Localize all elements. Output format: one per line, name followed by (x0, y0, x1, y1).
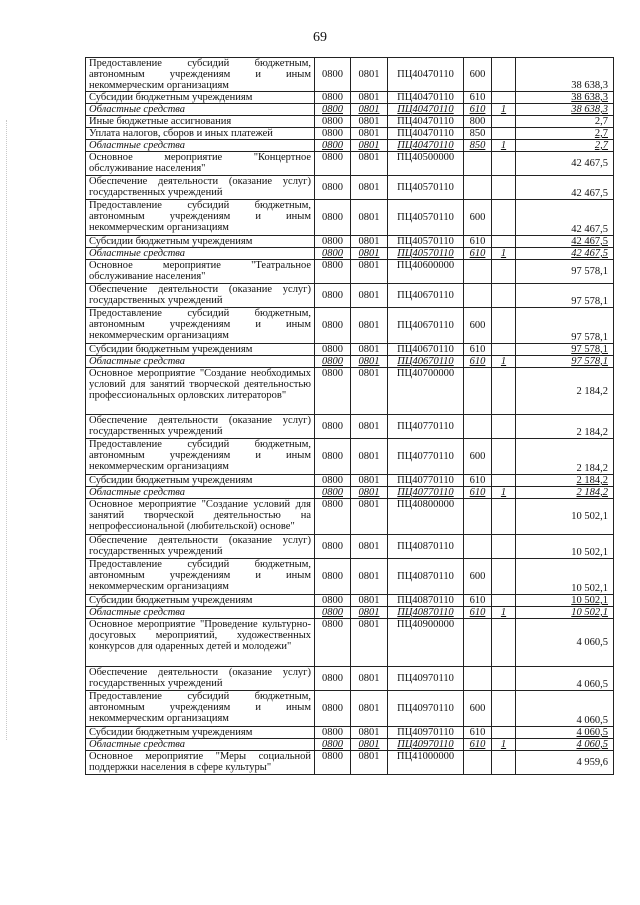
row-amount: 42 467,5 (516, 236, 614, 248)
row-source-code: 1 (492, 739, 516, 751)
row-podrazdel: 0801 (351, 356, 388, 368)
row-podrazdel: 0801 (351, 128, 388, 140)
row-target-article: ПЦ40470110 (388, 58, 464, 92)
row-source-code (492, 344, 516, 356)
row-source-code (492, 368, 516, 415)
row-expense-type: 610 (464, 475, 492, 487)
row-name: Уплата налогов, сборов и иных платежей (86, 128, 315, 140)
row-amount: 42 467,5 (516, 176, 614, 200)
row-target-article: ПЦ40600000 (388, 260, 464, 284)
row-source-code: 1 (492, 248, 516, 260)
row-podrazdel: 0801 (351, 248, 388, 260)
row-name: Основное мероприятие "Создание необходимых условий для занятий творческой деятельностью профессиональных орловских литераторов" (86, 368, 315, 415)
row-amount: 4 060,5 (516, 619, 614, 667)
row-podrazdel: 0801 (351, 236, 388, 248)
row-expense-type (464, 535, 492, 559)
row-expense-type (464, 667, 492, 691)
page-number: 69 (313, 30, 327, 45)
row-razdel: 0800 (315, 284, 351, 308)
row-podrazdel: 0801 (351, 475, 388, 487)
row-amount: 38 638,3 (516, 58, 614, 92)
row-source-code: 1 (492, 487, 516, 499)
row-target-article: ПЦ40870110 (388, 535, 464, 559)
row-razdel: 0800 (315, 104, 351, 116)
row-podrazdel: 0801 (351, 739, 388, 751)
row-target-article: ПЦ40770110 (388, 415, 464, 439)
table-row (86, 308, 614, 344)
row-source-code (492, 727, 516, 739)
row-expense-type (464, 152, 492, 176)
row-source-code (492, 92, 516, 104)
row-amount: 10 502,1 (516, 607, 614, 619)
row-podrazdel: 0801 (351, 176, 388, 200)
row-name: Обеспечение деятельности (оказание услуг) государственных учреждений (86, 284, 315, 308)
row-target-article: ПЦ40670110 (388, 284, 464, 308)
row-name: Обеспечение деятельности (оказание услуг) государственных учреждений (86, 176, 315, 200)
row-podrazdel: 0801 (351, 200, 388, 236)
row-podrazdel: 0801 (351, 284, 388, 308)
row-amount: 2 184,2 (516, 415, 614, 439)
row-name: Областные средства (86, 140, 315, 152)
table-row (86, 475, 614, 487)
row-amount: 4 959,6 (516, 751, 614, 775)
row-amount: 2,7 (516, 128, 614, 140)
scan-edge-artifact (6, 120, 8, 740)
row-target-article: ПЦ40870110 (388, 607, 464, 619)
row-razdel: 0800 (315, 535, 351, 559)
table-row (86, 607, 614, 619)
row-expense-type: 600 (464, 691, 492, 727)
row-razdel: 0800 (315, 499, 351, 535)
row-razdel: 0800 (315, 356, 351, 368)
table-row (86, 58, 614, 92)
row-target-article: ПЦ40570110 (388, 236, 464, 248)
row-expense-type: 610 (464, 356, 492, 368)
row-target-article: ПЦ40700000 (388, 368, 464, 415)
row-amount: 4 060,5 (516, 727, 614, 739)
row-amount: 42 467,5 (516, 152, 614, 176)
row-expense-type: 800 (464, 116, 492, 128)
row-podrazdel: 0801 (351, 439, 388, 475)
row-target-article: ПЦ40800000 (388, 499, 464, 535)
row-name: Основное мероприятие "Создание условий для занятий творческой деятельностью на непрофессиональной (любительской) основе" (86, 499, 315, 535)
row-razdel: 0800 (315, 176, 351, 200)
row-podrazdel: 0801 (351, 116, 388, 128)
row-source-code (492, 691, 516, 727)
table-row (86, 595, 614, 607)
row-target-article: ПЦ40570110 (388, 248, 464, 260)
row-razdel: 0800 (315, 607, 351, 619)
row-name: Субсидии бюджетным учреждениям (86, 236, 315, 248)
row-target-article: ПЦ40870110 (388, 595, 464, 607)
row-expense-type: 610 (464, 248, 492, 260)
row-source-code (492, 284, 516, 308)
row-podrazdel: 0801 (351, 260, 388, 284)
row-amount: 2 184,2 (516, 368, 614, 415)
row-razdel: 0800 (315, 487, 351, 499)
row-podrazdel: 0801 (351, 691, 388, 727)
table-row (86, 92, 614, 104)
row-name: Обеспечение деятельности (оказание услуг) государственных учреждений (86, 415, 315, 439)
row-razdel: 0800 (315, 368, 351, 415)
row-target-article: ПЦ41000000 (388, 751, 464, 775)
row-source-code (492, 308, 516, 344)
table-row (86, 499, 614, 535)
row-razdel: 0800 (315, 152, 351, 176)
row-source-code (492, 116, 516, 128)
row-target-article: ПЦ40470110 (388, 116, 464, 128)
row-name: Областные средства (86, 739, 315, 751)
table-row (86, 248, 614, 260)
row-source-code (492, 152, 516, 176)
row-source-code (492, 559, 516, 595)
row-expense-type: 850 (464, 140, 492, 152)
row-expense-type: 610 (464, 607, 492, 619)
row-name: Субсидии бюджетным учреждениям (86, 727, 315, 739)
table-row (86, 559, 614, 595)
row-expense-type (464, 751, 492, 775)
row-podrazdel: 0801 (351, 595, 388, 607)
table-row (86, 368, 614, 415)
row-expense-type: 610 (464, 487, 492, 499)
row-podrazdel: 0801 (351, 92, 388, 104)
row-name: Субсидии бюджетным учреждениям (86, 595, 315, 607)
row-razdel: 0800 (315, 344, 351, 356)
row-razdel: 0800 (315, 559, 351, 595)
row-amount: 10 502,1 (516, 499, 614, 535)
row-target-article: ПЦ40570110 (388, 176, 464, 200)
row-amount: 97 578,1 (516, 284, 614, 308)
row-amount: 42 467,5 (516, 248, 614, 260)
row-amount: 4 060,5 (516, 691, 614, 727)
row-amount: 42 467,5 (516, 200, 614, 236)
row-source-code (492, 58, 516, 92)
row-name: Областные средства (86, 607, 315, 619)
row-target-article: ПЦ40470110 (388, 104, 464, 116)
row-source-code: 1 (492, 104, 516, 116)
row-target-article: ПЦ40470110 (388, 140, 464, 152)
row-podrazdel: 0801 (351, 535, 388, 559)
table-row (86, 415, 614, 439)
row-name: Областные средства (86, 487, 315, 499)
table-row (86, 619, 614, 667)
row-source-code (492, 595, 516, 607)
table-row (86, 439, 614, 475)
row-source-code (492, 415, 516, 439)
row-podrazdel: 0801 (351, 368, 388, 415)
row-target-article: ПЦ40470110 (388, 128, 464, 140)
row-target-article: ПЦ40470110 (388, 92, 464, 104)
row-amount: 38 638,3 (516, 92, 614, 104)
table-row (86, 284, 614, 308)
row-podrazdel: 0801 (351, 727, 388, 739)
row-amount: 10 502,1 (516, 535, 614, 559)
row-target-article: ПЦ40570110 (388, 200, 464, 236)
row-expense-type (464, 260, 492, 284)
row-expense-type (464, 415, 492, 439)
row-podrazdel: 0801 (351, 344, 388, 356)
row-podrazdel: 0801 (351, 487, 388, 499)
row-razdel: 0800 (315, 739, 351, 751)
row-podrazdel: 0801 (351, 559, 388, 595)
row-podrazdel: 0801 (351, 415, 388, 439)
row-target-article: ПЦ40970110 (388, 691, 464, 727)
row-source-code (492, 499, 516, 535)
row-target-article: ПЦ40970110 (388, 739, 464, 751)
row-amount: 2 184,2 (516, 487, 614, 499)
budget-table-body (86, 58, 614, 775)
row-name: Субсидии бюджетным учреждениям (86, 475, 315, 487)
row-razdel: 0800 (315, 619, 351, 667)
row-podrazdel: 0801 (351, 619, 388, 667)
row-podrazdel: 0801 (351, 607, 388, 619)
row-name: Основное мероприятие "Концертное обслуживание населения" (86, 152, 315, 176)
row-expense-type (464, 368, 492, 415)
row-name: Областные средства (86, 104, 315, 116)
row-razdel: 0800 (315, 667, 351, 691)
row-target-article: ПЦ40970110 (388, 727, 464, 739)
table-row (86, 727, 614, 739)
row-expense-type: 610 (464, 104, 492, 116)
row-podrazdel: 0801 (351, 140, 388, 152)
row-razdel: 0800 (315, 58, 351, 92)
row-amount: 2,7 (516, 116, 614, 128)
row-name: Предоставление субсидий бюджетным, автономным учреждениям и иным некоммерческим организациям (86, 200, 315, 236)
row-amount: 4 060,5 (516, 667, 614, 691)
row-expense-type (464, 499, 492, 535)
row-target-article: ПЦ40770110 (388, 487, 464, 499)
table-row (86, 128, 614, 140)
budget-table (85, 57, 614, 775)
row-podrazdel: 0801 (351, 499, 388, 535)
row-expense-type (464, 284, 492, 308)
row-target-article: ПЦ40670110 (388, 308, 464, 344)
row-amount: 10 502,1 (516, 559, 614, 595)
row-amount: 97 578,1 (516, 260, 614, 284)
row-name: Предоставление субсидий бюджетным, автономным учреждениям и иным некоммерческим организациям (86, 58, 315, 92)
row-expense-type: 600 (464, 58, 492, 92)
row-source-code (492, 128, 516, 140)
row-expense-type: 610 (464, 595, 492, 607)
row-expense-type: 600 (464, 200, 492, 236)
row-razdel: 0800 (315, 308, 351, 344)
row-amount: 2 184,2 (516, 439, 614, 475)
row-expense-type (464, 176, 492, 200)
row-expense-type: 610 (464, 727, 492, 739)
row-razdel: 0800 (315, 128, 351, 140)
row-source-code (492, 535, 516, 559)
row-name: Обеспечение деятельности (оказание услуг) государственных учреждений (86, 535, 315, 559)
row-name: Предоставление субсидий бюджетным, автономным учреждениям и иным некоммерческим организациям (86, 691, 315, 727)
row-amount: 4 060,5 (516, 739, 614, 751)
row-source-code (492, 236, 516, 248)
row-name: Областные средства (86, 248, 315, 260)
row-razdel: 0800 (315, 236, 351, 248)
row-target-article: ПЦ40870110 (388, 559, 464, 595)
row-name: Предоставление субсидий бюджетным, автономным учреждениям и иным некоммерческим организациям (86, 559, 315, 595)
row-amount: 97 578,1 (516, 356, 614, 368)
table-row (86, 236, 614, 248)
row-amount: 10 502,1 (516, 595, 614, 607)
row-razdel: 0800 (315, 260, 351, 284)
row-target-article: ПЦ40670110 (388, 344, 464, 356)
table-row (86, 140, 614, 152)
row-source-code: 1 (492, 140, 516, 152)
row-amount: 97 578,1 (516, 308, 614, 344)
table-row (86, 200, 614, 236)
row-podrazdel: 0801 (351, 308, 388, 344)
table-row (86, 691, 614, 727)
table-row (86, 535, 614, 559)
row-name: Основное мероприятие "Меры социальной поддержки населения в сфере культуры" (86, 751, 315, 775)
row-name: Субсидии бюджетным учреждениям (86, 92, 315, 104)
table-row (86, 344, 614, 356)
row-name: Субсидии бюджетным учреждениям (86, 344, 315, 356)
row-razdel: 0800 (315, 248, 351, 260)
table-row (86, 152, 614, 176)
row-razdel: 0800 (315, 595, 351, 607)
row-source-code (492, 200, 516, 236)
row-source-code (492, 176, 516, 200)
row-podrazdel: 0801 (351, 104, 388, 116)
row-expense-type: 850 (464, 128, 492, 140)
row-razdel: 0800 (315, 751, 351, 775)
row-source-code: 1 (492, 356, 516, 368)
row-name: Обеспечение деятельности (оказание услуг) государственных учреждений (86, 667, 315, 691)
row-razdel: 0800 (315, 439, 351, 475)
row-name: Предоставление субсидий бюджетным, автономным учреждениям и иным некоммерческим организациям (86, 308, 315, 344)
table-row (86, 667, 614, 691)
row-name: Предоставление субсидий бюджетным, автономным учреждениям и иным некоммерческим организациям (86, 439, 315, 475)
row-name: Иные бюджетные ассигнования (86, 116, 315, 128)
row-source-code (492, 260, 516, 284)
row-source-code (492, 619, 516, 667)
row-podrazdel: 0801 (351, 751, 388, 775)
row-amount: 2,7 (516, 140, 614, 152)
row-razdel: 0800 (315, 200, 351, 236)
row-podrazdel: 0801 (351, 667, 388, 691)
table-row (86, 104, 614, 116)
table-row (86, 176, 614, 200)
row-amount: 38 638,3 (516, 104, 614, 116)
row-razdel: 0800 (315, 116, 351, 128)
row-source-code (492, 439, 516, 475)
row-expense-type: 600 (464, 308, 492, 344)
row-target-article: ПЦ40770110 (388, 439, 464, 475)
row-razdel: 0800 (315, 92, 351, 104)
row-razdel: 0800 (315, 475, 351, 487)
table-row (86, 751, 614, 775)
row-podrazdel: 0801 (351, 152, 388, 176)
row-razdel: 0800 (315, 727, 351, 739)
row-source-code: 1 (492, 607, 516, 619)
row-amount: 2 184,2 (516, 475, 614, 487)
table-row (86, 356, 614, 368)
row-target-article: ПЦ40500000 (388, 152, 464, 176)
row-expense-type: 600 (464, 439, 492, 475)
row-expense-type: 600 (464, 559, 492, 595)
row-name: Областные средства (86, 356, 315, 368)
table-row (86, 116, 614, 128)
row-expense-type: 610 (464, 92, 492, 104)
row-name: Основное мероприятие "Театральное обслуживание населения" (86, 260, 315, 284)
row-razdel: 0800 (315, 140, 351, 152)
row-amount: 97 578,1 (516, 344, 614, 356)
row-target-article: ПЦ40900000 (388, 619, 464, 667)
row-expense-type: 610 (464, 236, 492, 248)
row-name: Основное мероприятие "Проведение культурно-досуговых мероприятий, художественных конкурсов для одаренных детей и молодежи" (86, 619, 315, 667)
row-expense-type: 610 (464, 344, 492, 356)
row-target-article: ПЦ40770110 (388, 475, 464, 487)
table-row (86, 260, 614, 284)
row-expense-type: 610 (464, 739, 492, 751)
row-source-code (492, 667, 516, 691)
row-podrazdel: 0801 (351, 58, 388, 92)
row-target-article: ПЦ40670110 (388, 356, 464, 368)
row-expense-type (464, 619, 492, 667)
row-razdel: 0800 (315, 415, 351, 439)
table-row (86, 739, 614, 751)
table-row (86, 487, 614, 499)
row-razdel: 0800 (315, 691, 351, 727)
row-target-article: ПЦ40970110 (388, 667, 464, 691)
row-source-code (492, 475, 516, 487)
row-source-code (492, 751, 516, 775)
